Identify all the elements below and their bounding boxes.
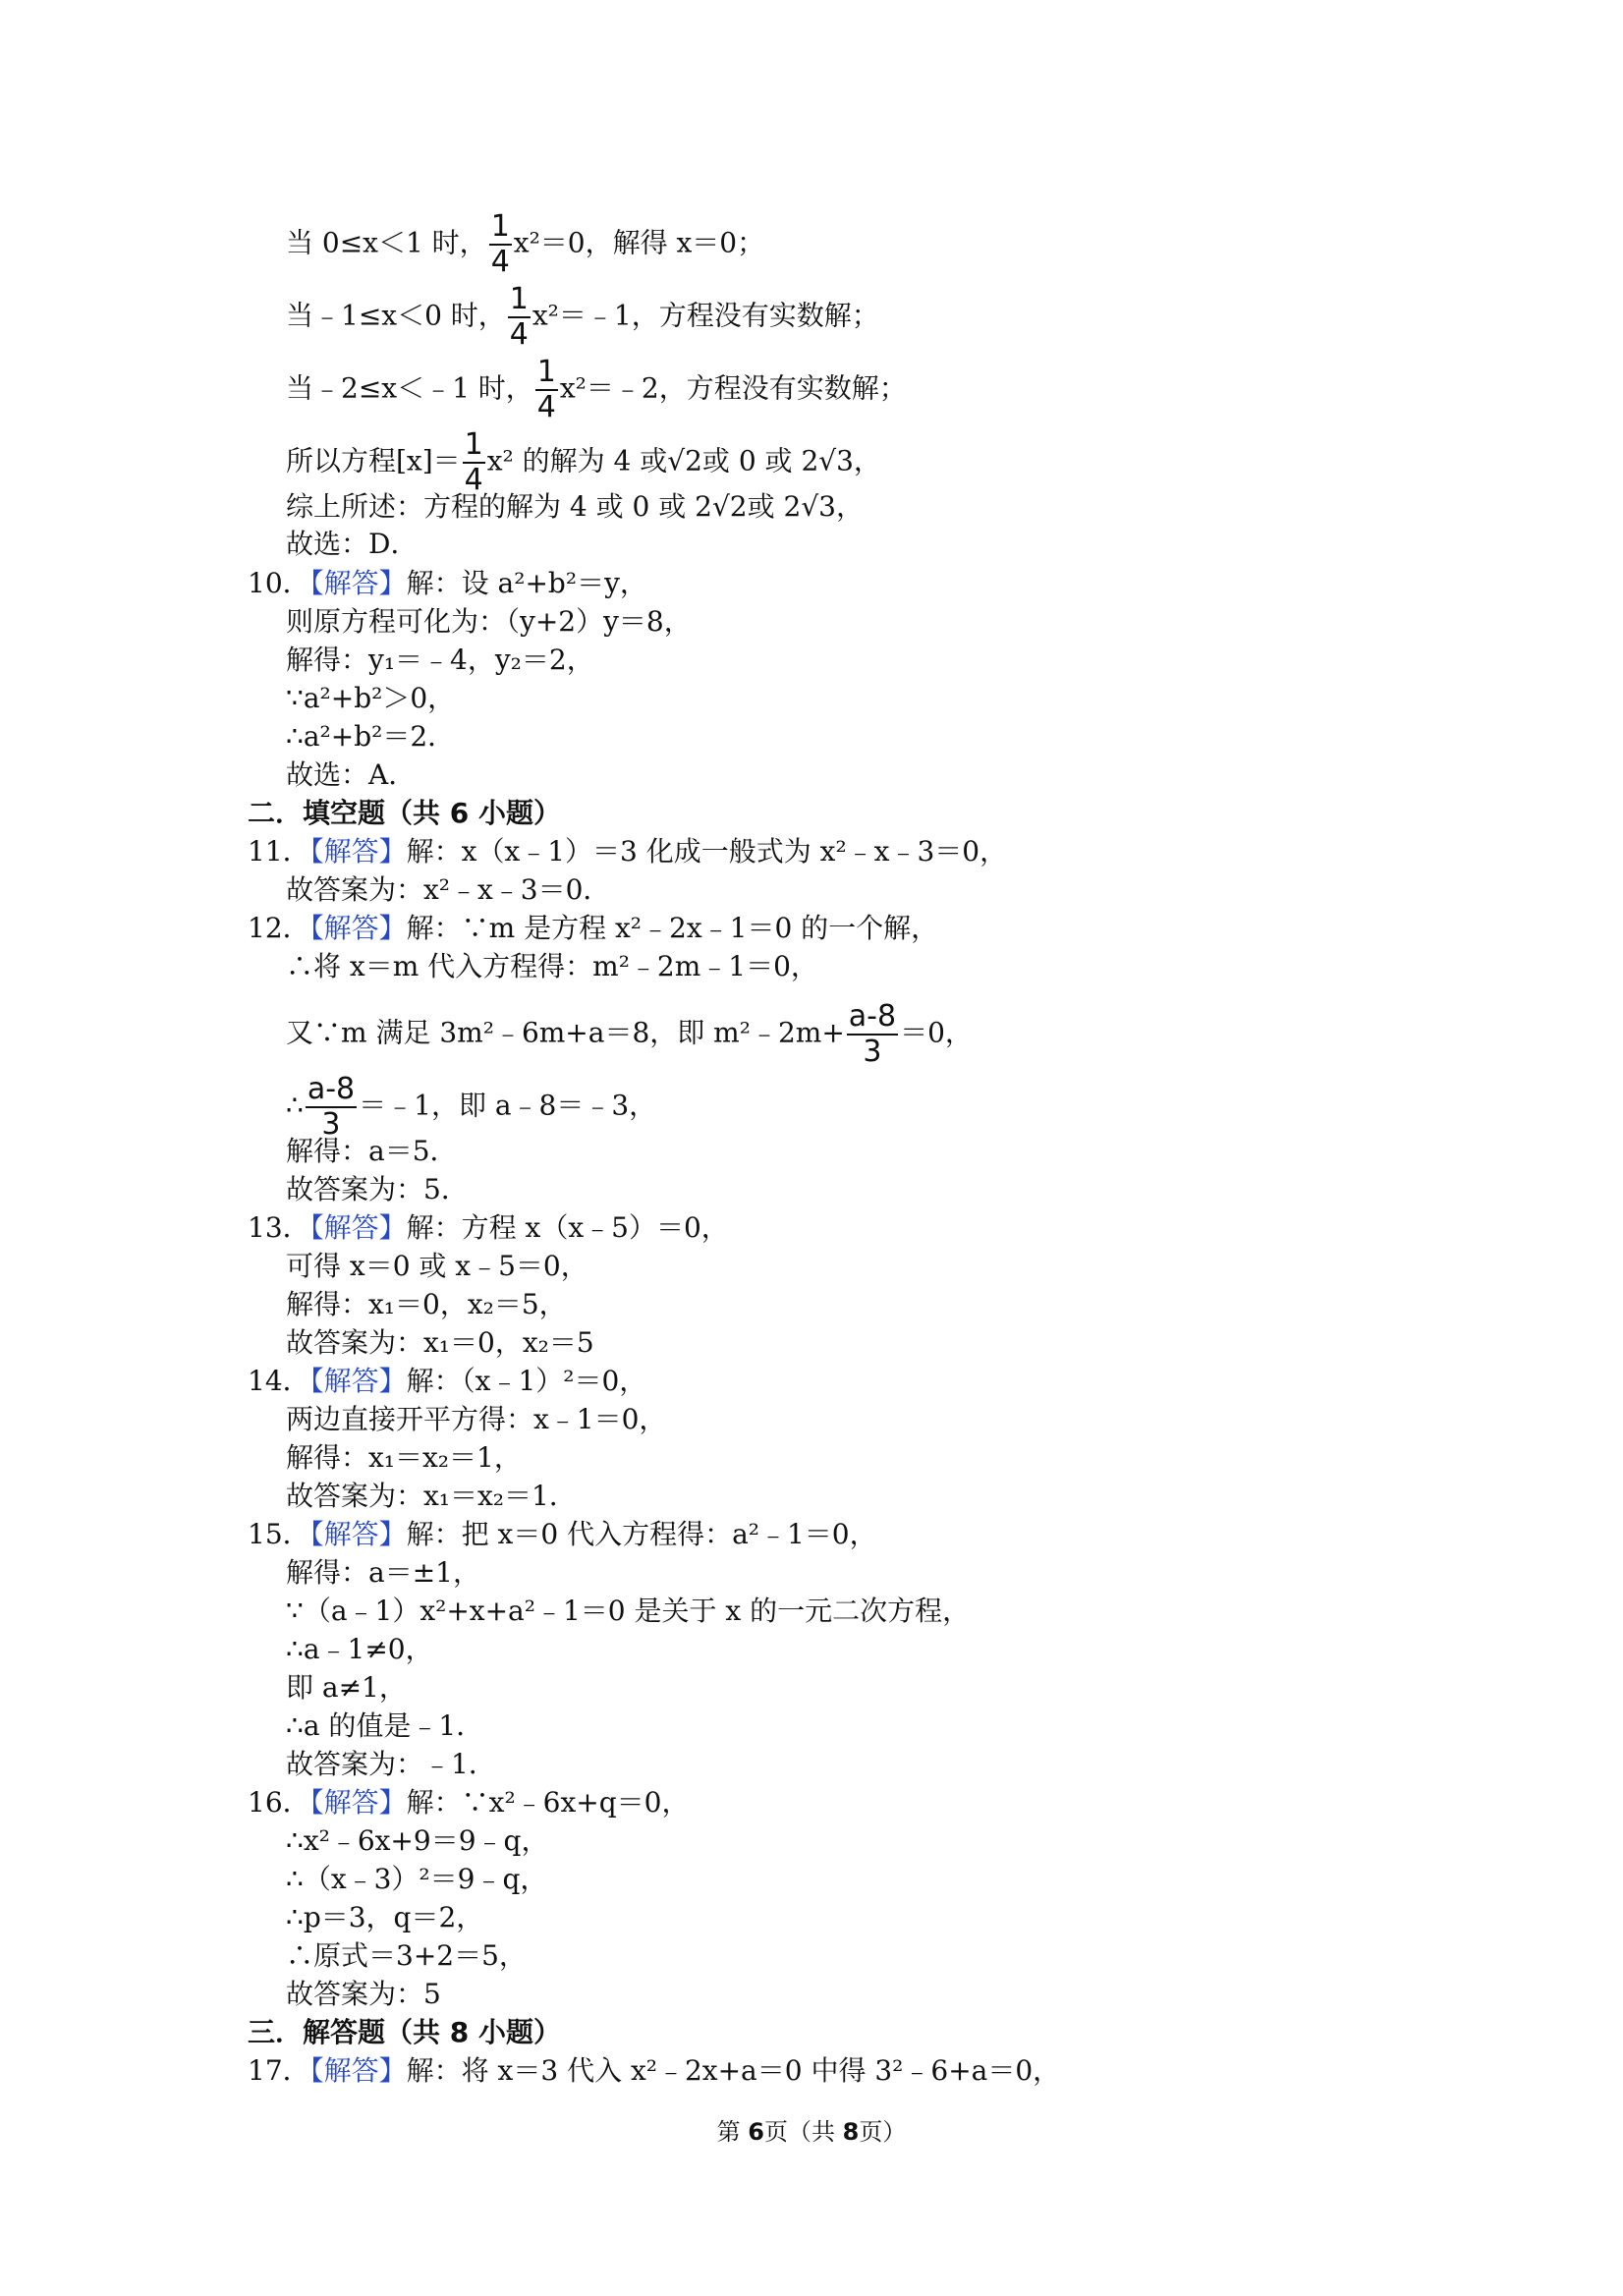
fraction: $\frac{a-8}{3}$	[307, 1072, 356, 1142]
text-line: 解得：a＝5．	[286, 1135, 458, 1167]
question-11: 11．【解答】解：x（x﹣1）＝3 化成一般式为 x²﹣x﹣3＝0，	[248, 835, 1008, 868]
page-number: 6	[748, 2118, 764, 2146]
text-line: 故答案为：x²﹣x﹣3＝0．	[286, 873, 611, 906]
section-heading: 三．解答题（共 8 小题）	[248, 2016, 561, 2048]
text-line: ∴将 x＝m 代入方程得：m²﹣2m﹣1＝0，	[286, 950, 818, 982]
fraction: $\frac{1}{4}$	[464, 427, 483, 497]
answer-tag: 【解答】	[309, 567, 407, 599]
line-case-0: 当 0≤x＜1 时， $\frac{1}{4}$ x²＝0，解得 x＝0；	[286, 209, 765, 279]
answer-tag: 【解答】	[309, 1211, 407, 1244]
text-line: ∴a﹣1≠0，	[286, 1633, 433, 1665]
text-line: 故选：D．	[286, 528, 419, 560]
question-10: 10．【解答】解：设 a²+b²＝y，	[248, 567, 647, 599]
question-13: 13．【解答】解：方程 x（x﹣5）＝0，	[248, 1211, 729, 1244]
line-substitution: 又∵m 满足 3m²﹣6m+a＝8，即 m²﹣2m+ $\frac{a-8}{3}$ ＝0，	[286, 999, 973, 1069]
question-16: 16．【解答】解：∵x²﹣6x+q＝0，	[248, 1786, 690, 1819]
answer-tag: 【解答】	[309, 1786, 407, 1819]
text-line: 解得：a＝±1，	[286, 1556, 480, 1589]
line-case-neg2: 当﹣2≤x＜﹣1 时， $\frac{1}{4}$ x²＝﹣2，方程没有实数解；	[286, 355, 907, 424]
text-line: ∴p＝3，q＝2，	[286, 1901, 484, 1933]
text-line: 故答案为：﹣1．	[286, 1748, 496, 1780]
fraction: $\frac{1}{4}$	[536, 355, 556, 424]
text-line: 解得：x₁＝x₂＝1，	[286, 1441, 522, 1474]
fraction: $\frac{a-8}{3}$	[848, 999, 897, 1069]
text-line: 可得 x＝0 或 x﹣5＝0，	[286, 1250, 588, 1282]
section-heading: 二．填空题（共 6 小题）	[248, 797, 561, 829]
text-line: ∴（x﹣3）²＝9﹣q，	[286, 1863, 548, 1895]
answer-tag: 【解答】	[309, 1365, 407, 1397]
page-total: 8	[842, 2118, 860, 2146]
text-line: ∴x²﹣6x+9＝9﹣q，	[286, 1824, 549, 1857]
page-footer: 第 6页（共 8页）	[716, 2118, 907, 2146]
question-17: 17．【解答】解：将 x＝3 代入 x²﹣2x+a＝0 中得 3²﹣6+a＝0，	[248, 2054, 1061, 2087]
answer-tag: 【解答】	[309, 912, 407, 944]
text-line: 两边直接开平方得：x﹣1＝0，	[286, 1403, 667, 1435]
text-line: 故答案为：5	[286, 1978, 441, 2010]
question-12: 12．【解答】解：∵m 是方程 x²﹣2x﹣1＝0 的一个解，	[248, 912, 939, 944]
question-15: 15．【解答】解：把 x＝0 代入方程得：a²﹣1＝0，	[248, 1518, 877, 1550]
line-conclusion: 所以方程[x]＝ $\frac{1}{4}$ x² 的解为 4 或√2或 0 或 2√3，	[286, 427, 881, 497]
text-line: ∴原式＝3+2＝5，	[286, 1939, 527, 1972]
fraction: $\frac{1}{4}$	[509, 282, 529, 352]
text-line: 故答案为：x₁＝0，x₂＝5	[286, 1326, 594, 1359]
text-line: ∵a²+b²＞0，	[286, 682, 456, 714]
question-14: 14．【解答】解：（x﹣1）²＝0，	[248, 1365, 647, 1397]
line-fraction-result: ∴ $\frac{a-8}{3}$ ＝﹣1，即 a﹣8＝﹣3，	[286, 1072, 657, 1142]
answer-tag: 【解答】	[309, 835, 407, 868]
text-line: ∴a²+b²＝2．	[286, 720, 456, 753]
text-line: 解得：y₁＝﹣4，y₂＝2，	[286, 644, 594, 676]
text-line: 故答案为：5．	[286, 1173, 469, 1205]
text-line: 解得：x₁＝0，x₂＝5，	[286, 1288, 567, 1320]
text-line: 故答案为：x₁＝x₂＝1．	[286, 1480, 577, 1512]
text-line: 故选：A．	[286, 758, 417, 791]
text-line: 则原方程可化为：（y+2）y＝8，	[286, 605, 692, 638]
text-line: 即 a≠1，	[286, 1671, 407, 1704]
text-line: ∵（a﹣1）x²+x+a²﹣1＝0 是关于 x 的一元二次方程，	[286, 1595, 971, 1627]
text-line: ∴a 的值是﹣1．	[286, 1709, 484, 1742]
text-line: 综上所述：方程的解为 4 或 0 或 2√2或 2√3，	[286, 490, 864, 523]
answer-tag: 【解答】	[309, 2054, 407, 2087]
line-case-neg1: 当﹣1≤x＜0 时， $\frac{1}{4}$ x²＝﹣1，方程没有实数解；	[286, 282, 879, 352]
answer-tag: 【解答】	[309, 1518, 407, 1550]
fraction: $\frac{1}{4}$	[490, 209, 510, 279]
